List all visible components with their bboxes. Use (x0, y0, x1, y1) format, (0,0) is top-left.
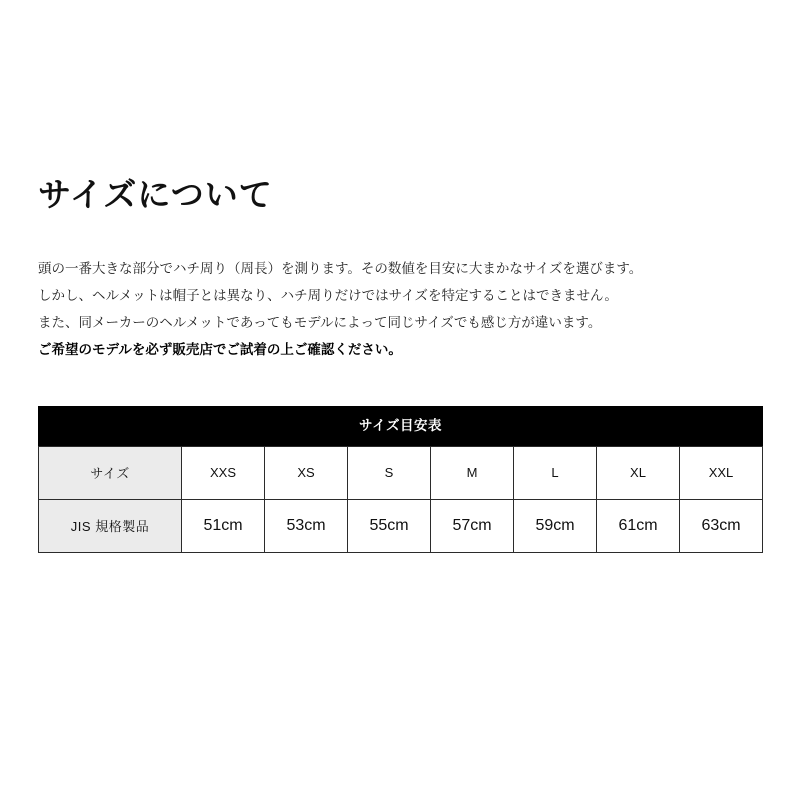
table-cell-xl: 61cm (597, 499, 680, 552)
table-cell-xxl: 63cm (680, 499, 763, 552)
size-table (38, 406, 763, 553)
description-note-bold: ご希望のモデルを必ず販売店でご試着の上ご確認ください。 (38, 341, 402, 357)
table-row (39, 499, 763, 552)
table-header-m: M (431, 446, 514, 499)
table-header-xl: XL (597, 446, 680, 499)
table-header-row (39, 446, 763, 499)
description-line-2: しかし、ヘルメットは帽子とは異なり、ハチ周りだけではサイズを特定することはできません。 (38, 287, 618, 303)
table-cell-xs: 53cm (265, 499, 348, 552)
table-cell-m: 57cm (431, 499, 514, 552)
table-header-xxs: XXS (182, 446, 265, 499)
table-cell-xxs: 51cm (182, 499, 265, 552)
size-table-caption: サイズ目安表 (38, 406, 763, 446)
table-header-xxl: XXL (680, 446, 763, 499)
description-line-3: また、同メーカーのヘルメットであってもモデルによって同じサイズでも感じ方が違います。 (38, 314, 602, 330)
content-container (38, 175, 762, 553)
description-block (38, 255, 762, 363)
table-header-s: S (348, 446, 431, 499)
size-table-wrapper (38, 406, 761, 553)
table-header-xs: XS (265, 446, 348, 499)
table-cell-s: 55cm (348, 499, 431, 552)
table-header-l: L (514, 446, 597, 499)
table-cell-l: 59cm (514, 499, 597, 552)
description-line-1: 頭の一番大きな部分でハチ周り（周長）を測ります。その数値を目安に大まかなサイズを選びます。 (38, 260, 643, 276)
table-header-size-label: サイズ (39, 446, 182, 499)
page-title: サイズについて (38, 176, 273, 213)
table-row-label-jis: JIS 規格製品 (39, 499, 182, 552)
